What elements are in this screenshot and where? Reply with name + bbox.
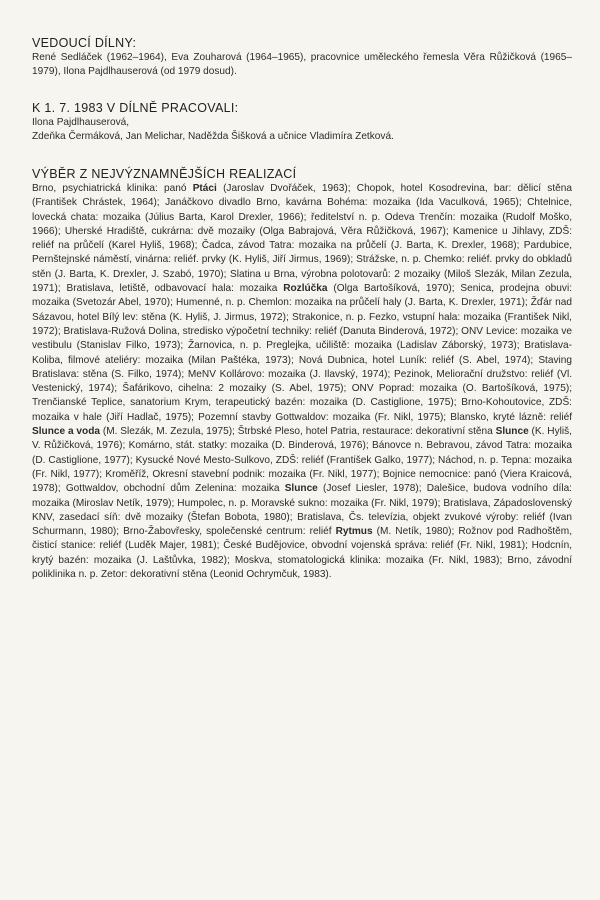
artwork-title: Slunce [495, 426, 529, 438]
section-body-line: Ilona Pajdlhauserová, [32, 117, 130, 128]
realization-text: Brno, psychiatrická klinika: panó [32, 183, 193, 194]
artwork-title: Rozlúčka [283, 283, 328, 295]
section-body: René Sedláček (1962–1964), Eva Zouharová (1964–1965), pracovnice uměleckého řemesla Věra Růžičková (1965–1979), Ilona Pajdlhauserová (od 1979 dosud). [32, 52, 572, 78]
section-heading: VEDOUCÍ DÍLNY: [32, 36, 137, 50]
realizations-list [32, 182, 572, 582]
realization-text: (M. Netík, 1980); Rožnov pod Radhoštěm, čisticí stanice: reliéf (Luděk Majer, 1981); České Budějovice, obvodní vojenská správa: reliéf (Fr. Nikl, 1981); Hodcnín, krytý bazén: mozaika (J. Laštůvka, 1982); Moskva, stomatologická klinika: mozaika (Fr. Nikl, 1983); Brno, závodní poliklinika n. p. Zetor: dekorativní stěna (Leonid Ochrymčuk, 1983). [32, 526, 572, 581]
section-workshop-leaders [32, 36, 572, 80]
section-heading: K 1. 7. 1983 V DÍLNĚ PRACOVALI: [32, 101, 239, 115]
artwork-title: Ptáci [192, 183, 217, 194]
artwork-title: Rytmus [335, 526, 373, 538]
section-body-line: Zdeňka Čermáková, Jan Melichar, Naděžda Šišková a učnice Vladimíra Zetková. [32, 131, 394, 143]
realization-text: (Jaroslav Dvořáček, 1963); Chopok, hotel Kosodrevina, bar: dělicí stěna (František Chrástek, 1964); Janáčkovo divadlo Brno, kavárna Bohéma: mozaika (Ida Vaculková, 1965); Chtelnice, lovecká chata: mozaika (Július Barta, Karol Drexler, 1966); ředitelství n. p. Odeva Trenčín: mozaika (Rudolf Moško, 1966); Uherské Hradiště, cukrárna: dvě mozaiky (Olga Babrajová, Věra Růžičková, 1967); Kamenice u Jihlavy, ZDŠ: reliéf na průčelí (Karel Hyliš, 1968); Čadca, závod Tatra: mozaika na průčelí (J. Barta, K. Drexler, 1968); Pardubice, Pernštejnské náměstí, vinárna: reliéf. prvky (K. Hyliš, Jiří Jirmus, 1969); Strážske, n. p. Chemko: reliéf. prvky do obkladů stěn (J. Barta, K. Drexler, J. Szabó, 1970); Slatina u Brna, výrobna polotovarů: 2 mozaiky (Miloš Slezák, Milan Zezula, 1971); Bratislava, letiště, odbavovací hala: mozaika [32, 183, 572, 295]
realization-text: (Olga Bartošíková, 1970); Senica, prodejna obuvi: mozaika (Svetozár Abel, 1970); Humenné, n. p. Chemlon: mozaika na průčelí haly (J. Barta, K. Drexler, 1971); Žďár nad Sázavou, hotel Bílý lev: stěna (K. Hyliš, J. Jirmus, 1972); Strakonice, n. p. Fezko, vstupní hala: mozaika (František Nikl, 1972); Bratislava-Ružová Dolina, stredisko výpočetní techniky: reliéf (Danuta Binderová, 1972); ONV Levice: mozaika ve vestibulu (Stanislav Filko, 1973); Žarnovica, n. p. Preglejka, učiliště: mozaika (Ladislav Záborský, 1973); Bratislava-Koliba, filmové ateliéry: mozaika (Milan Paštéka, 1973); Nová Dubnica, hotel Luník: reliéf (S. Abel, 1974); Staving Bratislava: stěna (S. Filko, 1974); MeNV Kollárovo: mozaika (J. Ilavský, 1974); Pezinok, Meliorační družstvo: reliéf (Vl. Vestenický, 1974); Šafárikovo, cihelna: 2 mozaiky (S. Abel, 1975); ONV Poprad: mozaika (O. Bartošíková, 1975); Trenčianské Teplice, sanatorium Krym, terapeutický bazén: mozaika (D. Castiglione, 1975); Brno-Kohoutovice, ZDŠ: mozaika v hale (Jiří Hadlač, 1975); Pozemní stavby Gottwaldov: mozaika (Fr. Nikl, 1975); Blansko, kryté lázně: reliéf [32, 283, 573, 423]
artwork-title: Slunce a voda [32, 426, 100, 438]
realization-text: (M. Slezák, M. Zezula, 1975); Štrbské Pleso, hotel Patria, restaurace: dekorativní stěna [99, 426, 496, 438]
section-realizations [32, 167, 572, 582]
realization-text: (K. Hyliš, V. Růžičková, 1976); Komárno, stát. statky: mozaika (D. Binderová, 1976); Bánovce n. Bebravou, závod Tatra: mozaika (D. Castiglione, 1977); Kysucké Nové Mesto-Sulkovo, ZDŠ: reliéf (František Galko, 1977); Náchod, n. p. Tepna: mozaika (Fr. Nikl, 1977); Kroměříž, Okresní stavební podnik: mozaika (Fr. Nikl, 1977); Bojnice nemocnice: panó (Viera Kraicová, 1978); Gottwaldov, obchodní dům Zelenina: mozaika [32, 426, 572, 495]
section-heading: VÝBĚR Z NEJVÝZNAMNĚJŠÍCH REALIZACÍ [32, 167, 297, 181]
section-staff [32, 101, 572, 145]
artwork-title: Slunce [284, 483, 318, 495]
realization-text: (Josef Liesler, 1978); Dalešice, budova vodního díla: mozaika (Miroslav Netík, 1979); Humpolec, n. p. Moravské sukno: mozaika (Fr. Nikl, 1979); Bratislava, Západoslovenský KNV, zasedací síň: dvě mozaiky (Štefan Bobota, 1980); Bratislava, Čs. televízia, objekt zvukové výroby: reliéf (Ivan Schurmann, 1980); Brno-Žabovřesky, společenské centrum: reliéf [32, 483, 572, 538]
